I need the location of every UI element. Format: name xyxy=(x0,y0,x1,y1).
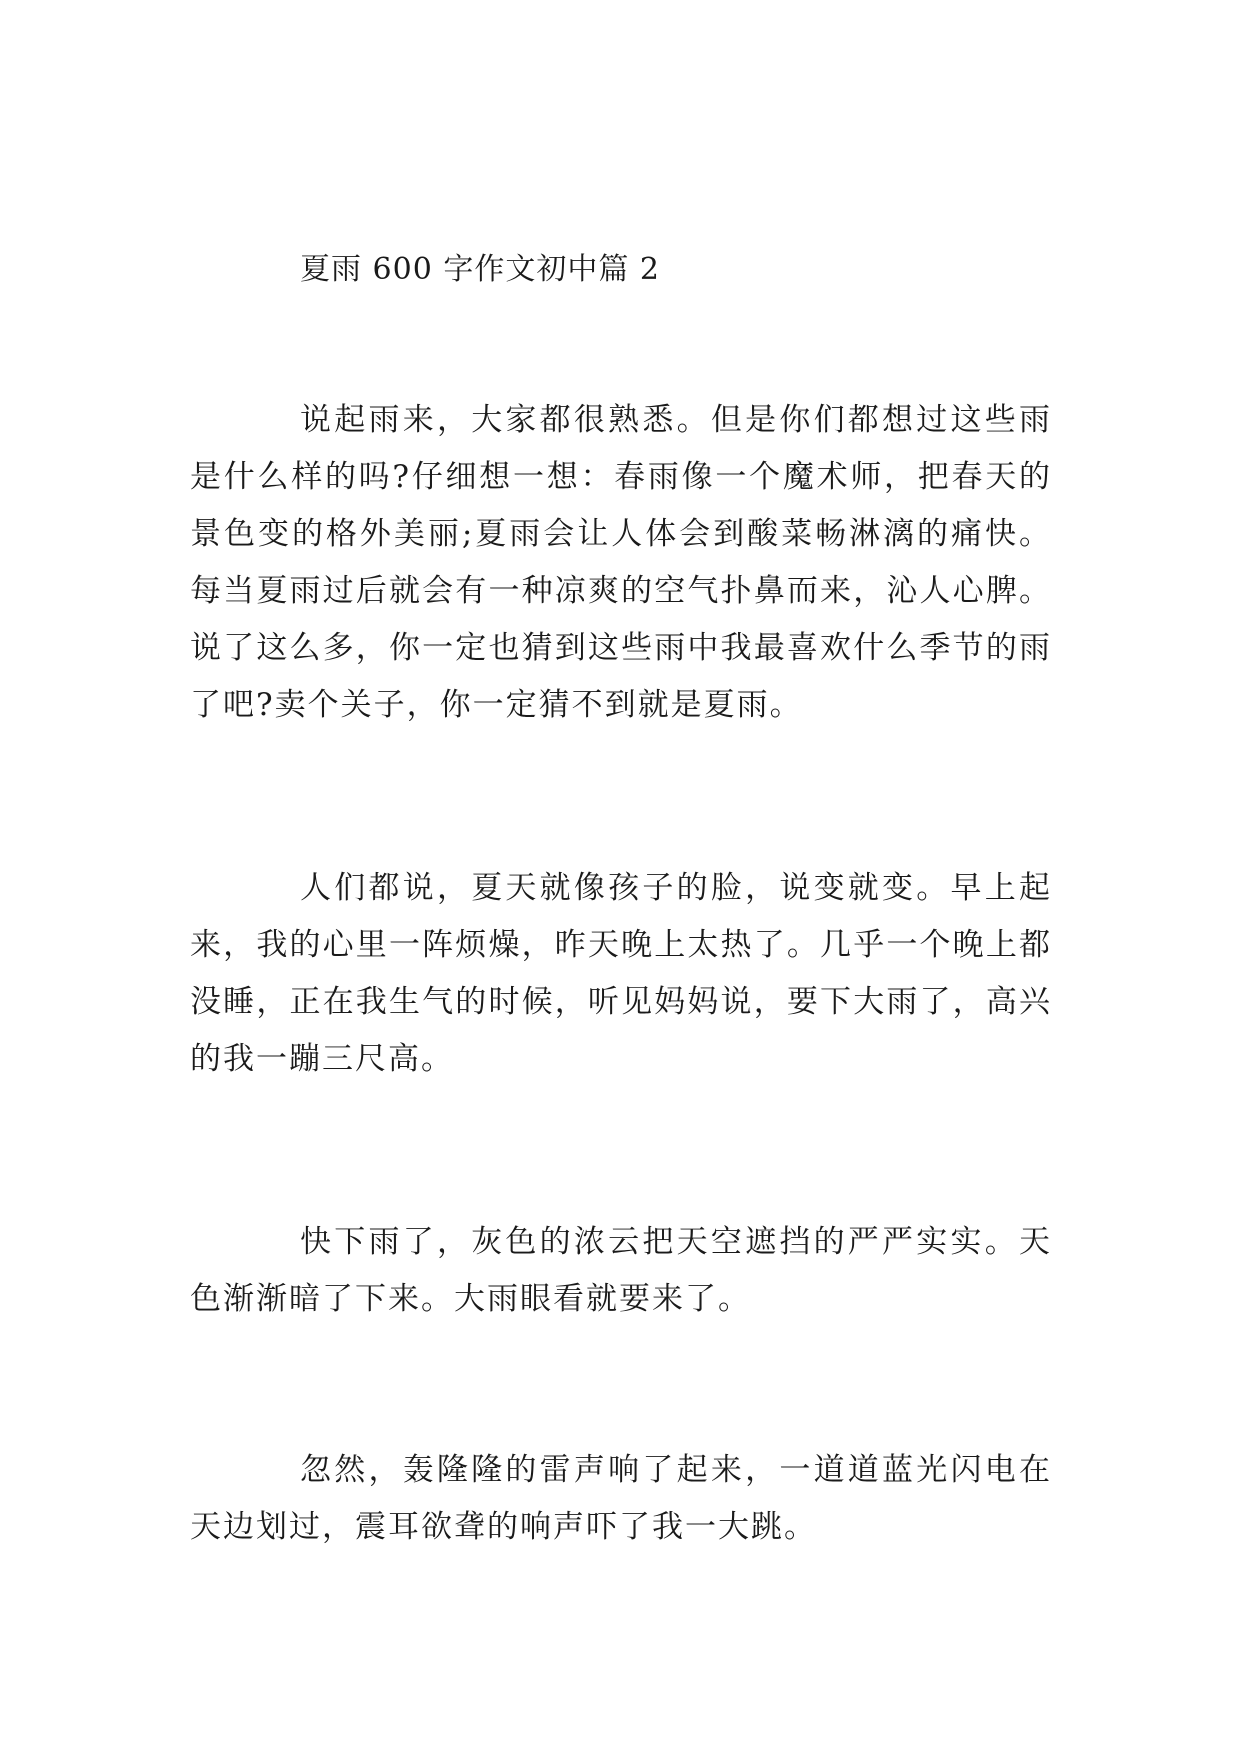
paragraph-2: 人们都说，夏天就像孩子的脸，说变就变。早上起来，我的心里一阵烦燥，昨天晚上太热了。几乎一个晚上都没睡，正在我生气的时候，听见妈妈说，要下大雨了，高兴的我一蹦三尺高。 xyxy=(190,870,1052,1077)
paragraph-1: 说起雨来，大家都很熟悉。但是你们都想过这些雨是什么样的吗?仔细想一想：春雨像一个魔术师，把春天的景色变的格外美丽;夏雨会让人体会到酸菜畅淋漓的痛快。每当夏雨过后就会有一种凉爽的空气扑鼻而来，沁人心脾。说了这么多，你一定也猜到这些雨中我最喜欢什么季节的雨了吧?卖个关子，你一定猜不到就是夏雨。 xyxy=(190,402,1052,723)
document-title: 夏雨 600 字作文初中篇 2 xyxy=(300,252,660,287)
paragraph-4: 忽然，轰隆隆的雷声响了起来，一道道蓝光闪电在天边划过，震耳欲聋的响声吓了我一大跳。 xyxy=(190,1452,1052,1545)
paragraph-3: 快下雨了，灰色的浓云把天空遮挡的严严实实。天色渐渐暗了下来。大雨眼看就要来了。 xyxy=(190,1224,1052,1317)
